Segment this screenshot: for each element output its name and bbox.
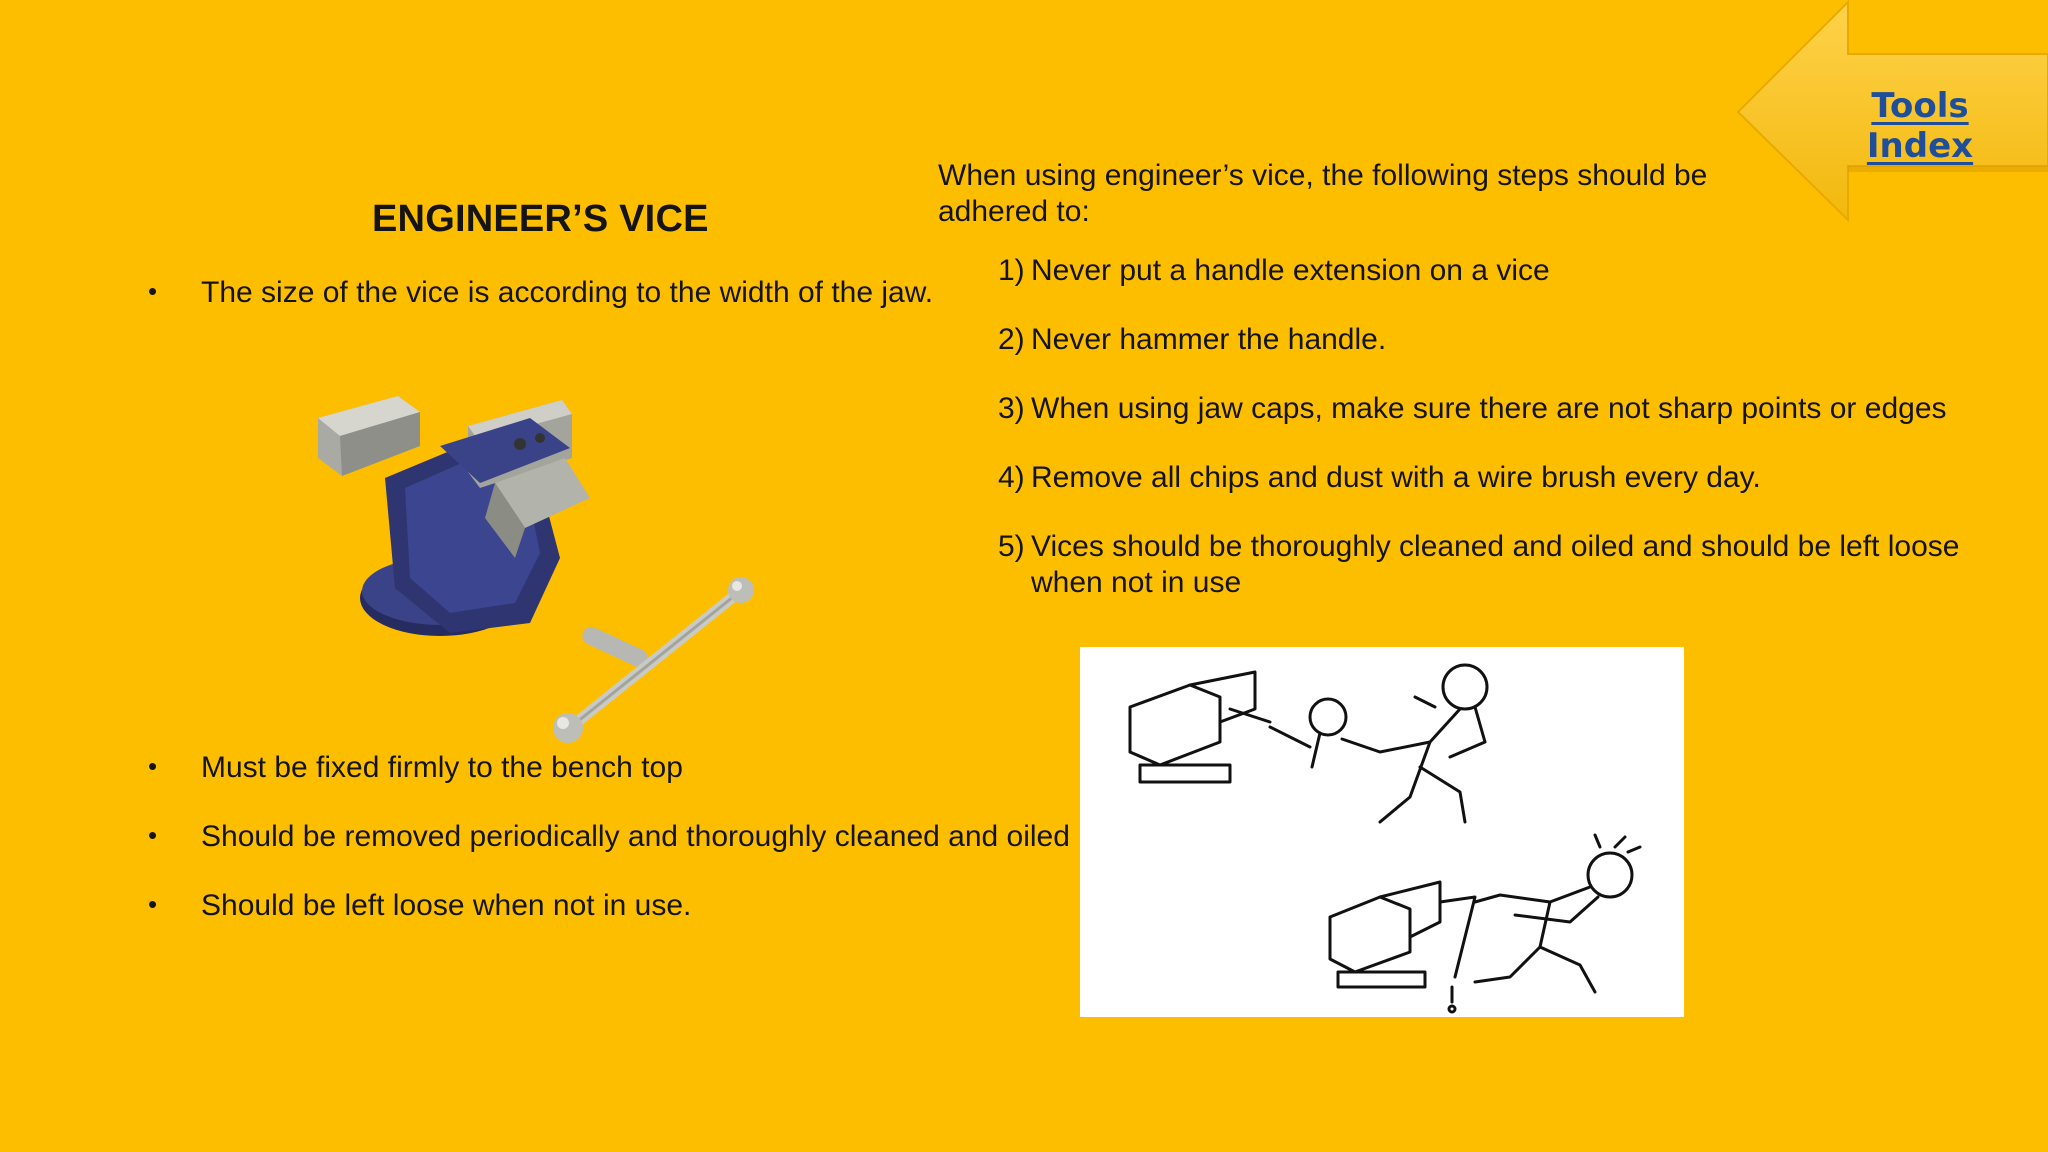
steps-intro: When using engineer’s vice, the following steps should be adhered to: xyxy=(938,159,1708,228)
step-text: Vices should be thoroughly cleaned and oiled and should be left loose when not in use xyxy=(1031,530,1960,599)
step-text: Never put a handle extension on a vice xyxy=(1031,254,1550,287)
step-text: Remove all chips and dust with a wire brush every day. xyxy=(1031,461,1761,494)
bullet-dot: • xyxy=(148,276,158,306)
bullet-text: The size of the vice is according to the width of the jaw. xyxy=(201,276,934,309)
step-number: 2) xyxy=(998,323,1025,356)
step-text: Never hammer the handle. xyxy=(1031,323,1387,356)
bullet-dot: • xyxy=(148,889,158,919)
bullet-text: Must be fixed firmly to the bench top xyxy=(201,751,683,784)
vice-misuse-cartoon-image xyxy=(1080,647,1684,1017)
step-number: 5) xyxy=(998,530,1025,563)
step-text: When using jaw caps, make sure there are not sharp points or edges xyxy=(1031,392,1947,425)
bullet-dot: • xyxy=(148,751,158,781)
page-title: ENGINEER’S VICE xyxy=(372,198,709,240)
bullet-text: Should be left loose when not in use. xyxy=(201,889,692,922)
step-number: 4) xyxy=(998,461,1025,494)
engineers-vice-image xyxy=(300,388,780,743)
tools-index-link[interactable]: Tools Index xyxy=(1866,86,1974,166)
bullet-dot: • xyxy=(148,820,158,850)
step-number: 1) xyxy=(998,254,1025,287)
step-number: 3) xyxy=(998,392,1025,425)
bullet-text: Should be removed periodically and thoroughly cleaned and oiled xyxy=(201,820,1070,853)
